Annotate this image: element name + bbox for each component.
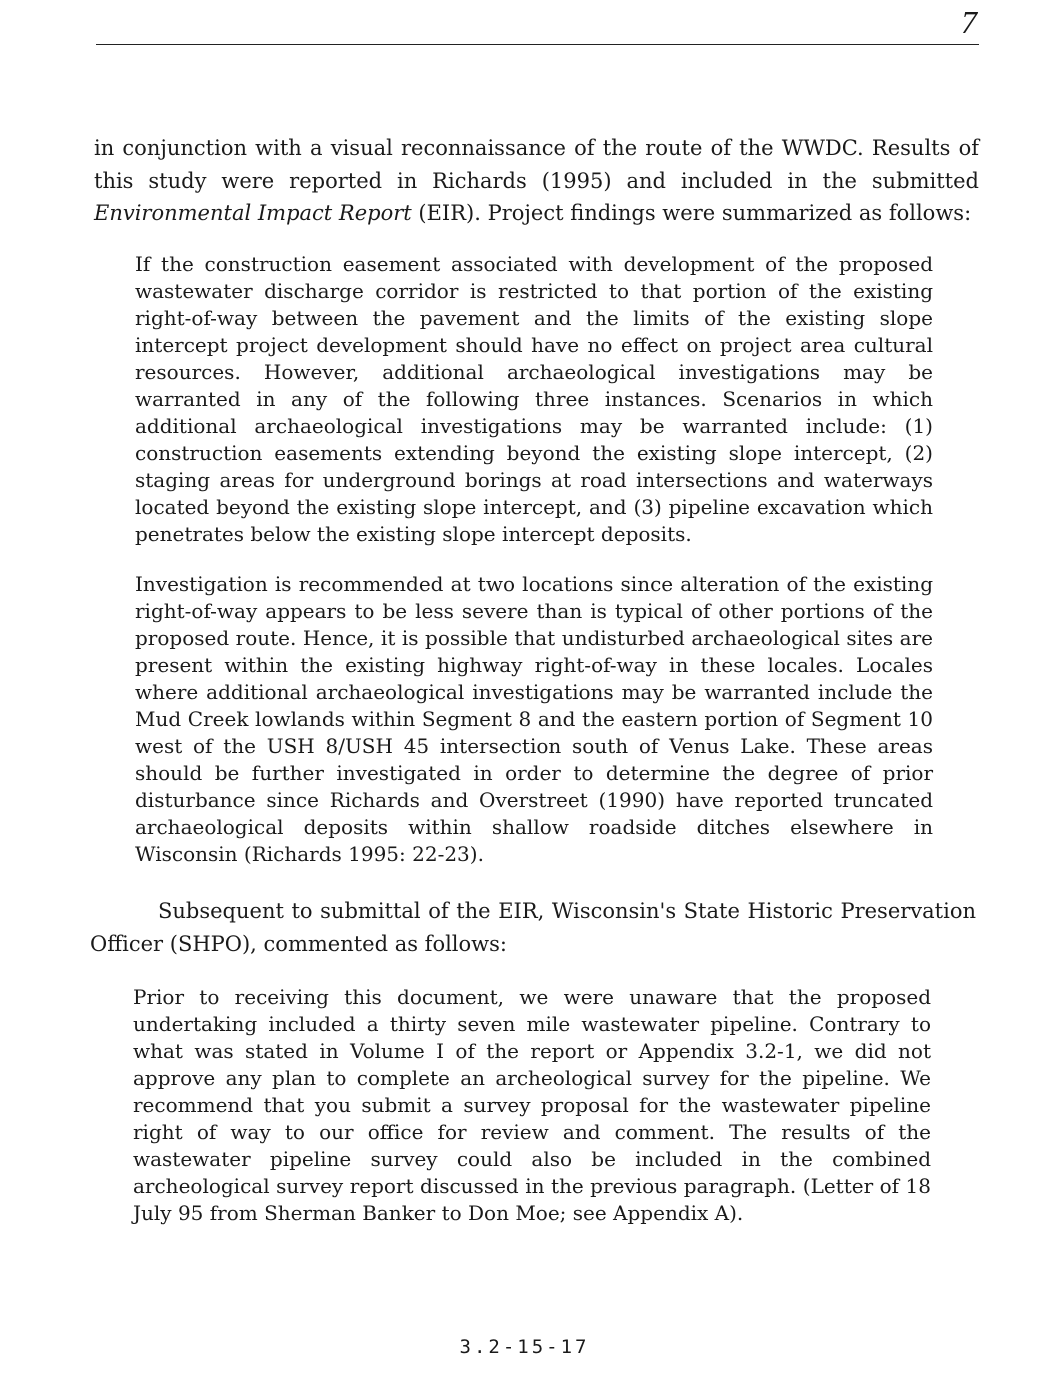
page-number: 7 — [961, 4, 977, 40]
intro-text-before: in conjunction with a visual reconnaissance of the route of the WWDC. Results of this study were reported in Richards (1995) and included in the submitted — [94, 136, 979, 193]
block-quote-findings: If the construction easement associated with development of the proposed wastewater discharge corridor is restricted to that portion of the existing right-of-way between the pavement and the limits of the existing slope intercept project development should have no effect on project area cultural resources. However, additional archaeological investigations may be warranted in any of the following three instances. Scenarios in which additional archaeological investigations may be warranted include: (1) construction easements extending beyond the existing slope intercept, (2) staging areas for underground borings at road intersections and waterways located beyond the existing slope intercept, and (3) pipeline excavation which penetrates below the existing slope intercept deposits. — [135, 252, 933, 546]
header-rule — [96, 44, 979, 45]
intro-paragraph — [94, 132, 979, 230]
intro-text-after: (EIR). Project findings were summarized as follows: — [411, 201, 972, 225]
shpo-paragraph: Subsequent to submittal of the EIR, Wisconsin's State Historic Preservation Officer (SHPO), commented as follows: — [90, 899, 976, 956]
block-quote-shpo-letter: Prior to receiving this document, we were unaware that the proposed undertaking included a thirty seven mile wastewater pipeline. Contrary to what was stated in Volume I of the report or Appendix 3.2-1, we did not approve any plan to complete an archeological survey for the pipeline. We recommend that you submit a survey proposal for the wastewater pipeline right of way to our office for review and comment. The results of the wastewater pipeline survey could also be included in the combined archeological survey report discussed in the previous paragraph. (Letter of 18 July 95 from Sherman Banker to Don Moe; see Appendix A). — [133, 985, 931, 1225]
footer-document-code: 3.2-15-17 — [459, 1336, 590, 1358]
report-title-italic: Environmental Impact Report — [94, 201, 412, 225]
block-quote-investigation: Investigation is recommended at two locations since alteration of the existing right-of-way appears to be less severe than is typical of other portions of the proposed route. Hence, it is possible that undisturbed archaeological sites are present within the existing highway right-of-way in these locales. Locales where additional archaeological investigations may be warranted include the Mud Creek lowlands within Segment 8 and the eastern portion of Segment 10 west of the USH 8/USH 45 intersection south of Venus Lake. These areas should be further investigated in order to determine the degree of prior disturbance since Richards and Overstreet (1990) have reported truncated archaeological deposits within shallow roadside ditches elsewhere in Wisconsin (Richards 1995: 22-23). — [135, 572, 933, 866]
